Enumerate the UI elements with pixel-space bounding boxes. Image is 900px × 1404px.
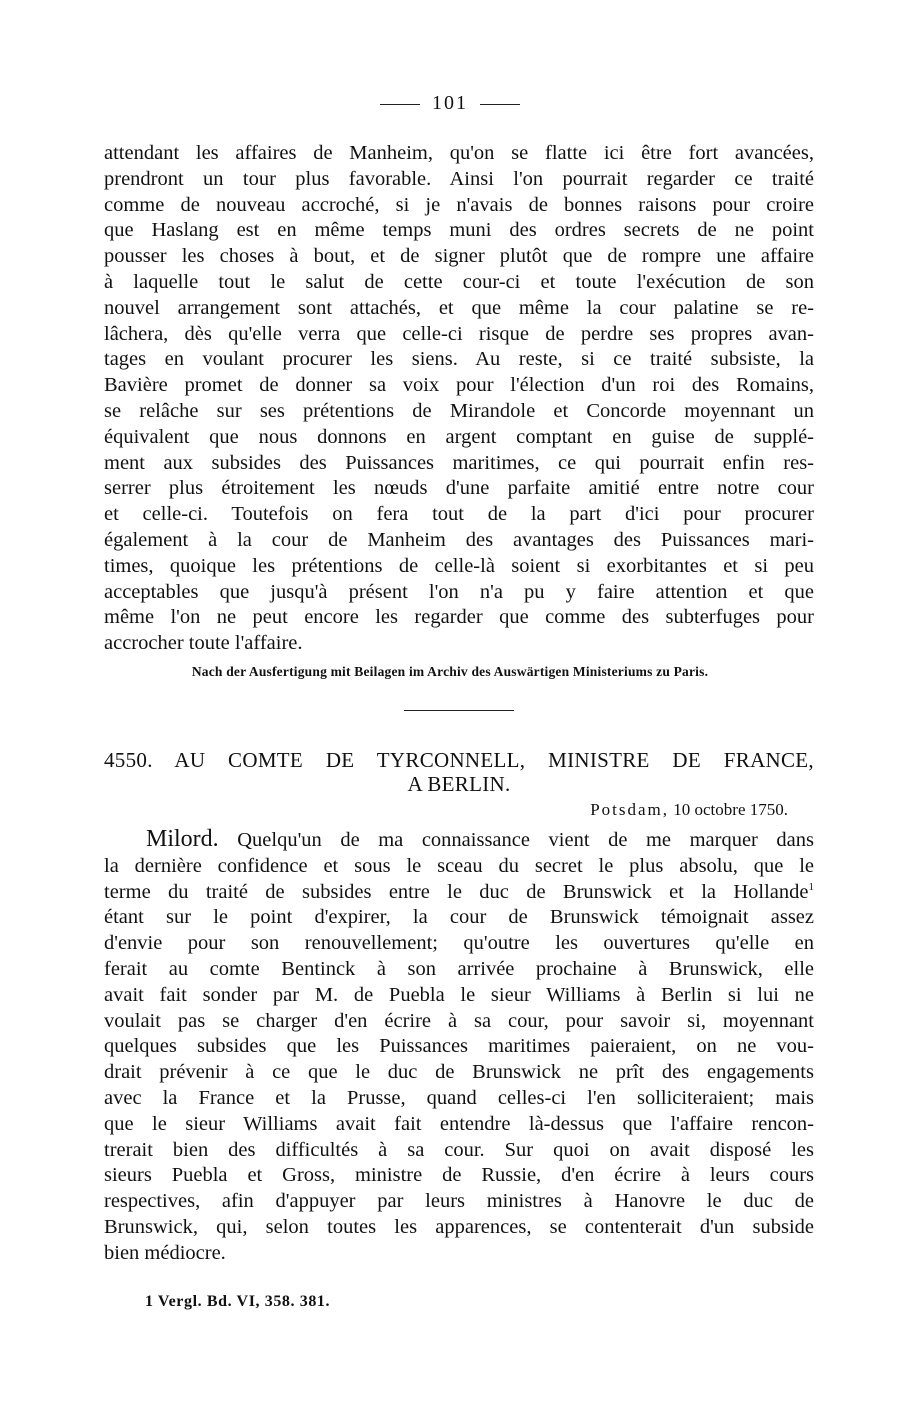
body-line: que Haslang est en même temps muni des ordres secrets de ne point bbox=[104, 219, 814, 242]
body-line: trerait bien des difficultés à sa cour. Sur quoi on avait disposé les bbox=[104, 1138, 814, 1161]
body-line: ment aux subsides des Puissances maritimes, ce qui pourrait enfin res- bbox=[104, 451, 814, 474]
footnote-number: 1 bbox=[145, 1293, 154, 1310]
letter-heading bbox=[104, 748, 814, 796]
body-line: acceptables que jusqu'à présent l'on n'a pu y faire attention et que bbox=[104, 580, 814, 603]
body-line: équivalent que nous donnons en argent comptant en guise de supplé- bbox=[104, 425, 814, 448]
body-line: se relâche sur ses prétentions de Mirandole et Concorde moyennant un bbox=[104, 399, 814, 422]
letter-heading-line2: A BERLIN. bbox=[407, 772, 511, 796]
body-line: comme de nouveau accroché, si je n'avais de bonnes raisons pour croire bbox=[104, 193, 814, 216]
body-line: sieurs Puebla et Gross, ministre de Russie, d'en écrire à leurs cours bbox=[104, 1164, 814, 1187]
page-header bbox=[0, 92, 900, 115]
letter-heading-line1 bbox=[104, 748, 814, 772]
body-line: également à la cour de Manheim des avantages des Puissances mari- bbox=[104, 528, 814, 551]
body-line: ferait au comte Bentinck à son arrivée prochaine à Brunswick, elle bbox=[104, 957, 814, 980]
page-number: 101 bbox=[432, 92, 468, 114]
body-line: serrer plus étroitement les nœuds d'une parfaite amitié entre notre cour bbox=[104, 477, 814, 500]
body-line: la dernière confidence et sous le sceau du secret le plus absolu, que le bbox=[104, 854, 814, 877]
header-dash-left bbox=[380, 104, 420, 105]
dateline-date: 10 octobre 1750. bbox=[673, 800, 788, 819]
body-line-with-footnote bbox=[104, 880, 814, 906]
body-line: bien médiocre. bbox=[104, 1241, 226, 1264]
body-line: avec la France et la Prusse, quand celles-ci l'en solliciteraient; mais bbox=[104, 1086, 814, 1109]
body-line: voulait pas se charger d'en écrire à sa cour, pour savoir si, moyennant bbox=[104, 1009, 814, 1032]
body-line: même l'on ne peut encore les regarder que comme des subterfuges pour bbox=[104, 606, 814, 629]
source-note: Nach der Ausfertigung mit Beilagen im Archiv des Auswärtigen Ministeriums zu Paris. bbox=[191, 664, 709, 679]
body-line: et celle-ci. Toutefois on fera tout de la part d'ici pour procurer bbox=[104, 503, 814, 526]
first-line-text: Quelqu'un de ma connaissance vient de me marquer dans bbox=[237, 829, 815, 851]
salutation: Milord. bbox=[146, 826, 219, 852]
letter-body bbox=[104, 827, 814, 1267]
body-line: à laquelle tout le salut de cette cour-ci et toute l'exécution de son bbox=[104, 270, 814, 293]
body-line: respectives, afin d'appuyer par leurs ministres à Hanovre le duc de bbox=[104, 1190, 814, 1213]
dateline bbox=[590, 800, 788, 820]
body-line: accrocher toute l'affaire. bbox=[104, 632, 303, 655]
previous-letter-body bbox=[104, 141, 814, 657]
section-divider bbox=[404, 710, 514, 711]
body-line: que le sieur Williams avait fait entendre là-dessus que l'affaire rencon- bbox=[104, 1112, 814, 1135]
body-line: drait prévenir à ce que le duc de Brunswick ne prît des engagements bbox=[104, 1061, 814, 1084]
body-line: attendant les affaires de Manheim, qu'on se flatte ici être fort avancées, bbox=[104, 142, 814, 164]
footnote-text: Vergl. Bd. VI, 358. 381. bbox=[157, 1293, 331, 1310]
letter-addressee: AU COMTE DE TYRCONNELL, MINISTRE DE FRANCE, bbox=[174, 748, 814, 772]
body-line: étant sur le point d'expirer, la cour de Brunswick témoignait assez bbox=[104, 906, 814, 929]
body-line: avait fait sonder par M. de Puebla le sieur Williams à Berlin si lui ne bbox=[104, 983, 814, 1006]
body-line: lâchera, dès qu'elle verra que celle-ci risque de perdre ses propres avan- bbox=[104, 322, 814, 345]
body-line: prendront un tour plus favorable. Ainsi l'on pourrait regarder ce traité bbox=[104, 167, 814, 190]
body-line: d'envie pour son renouvellement; qu'outre les ouvertures qu'elle en bbox=[104, 932, 814, 955]
footnote bbox=[145, 1293, 330, 1311]
body-line: Brunswick, qui, selon toutes les apparences, se contenterait d'un subside bbox=[104, 1215, 814, 1238]
body-line: pousser les choses à bout, et de signer plutôt que de rompre une affaire bbox=[104, 245, 814, 268]
body-line: tages en voulant procurer les siens. Au reste, si ce traité subsiste, la bbox=[104, 348, 814, 371]
body-line-first bbox=[104, 827, 814, 854]
header-dash-right bbox=[480, 104, 520, 105]
body-line: times, quoique les prétentions de celle-là soient si exorbitantes et si peu bbox=[104, 554, 814, 577]
body-line: quelques subsides que les Puissances maritimes paieraient, on ne vou- bbox=[104, 1035, 814, 1058]
dateline-place: Potsdam, bbox=[590, 800, 670, 819]
body-line-text: terme du traité de subsides entre le duc de Brunswick et la Hollande bbox=[104, 880, 809, 903]
letter-number: 4550. bbox=[104, 748, 153, 772]
body-line: Bavière promet de donner sa voix pour l'élection d'un roi des Romains, bbox=[104, 374, 814, 397]
body-line: nouvel arrangement sont attachés, et que même la cour palatine se re- bbox=[104, 296, 814, 319]
footnote-marker: 1 bbox=[808, 880, 814, 893]
